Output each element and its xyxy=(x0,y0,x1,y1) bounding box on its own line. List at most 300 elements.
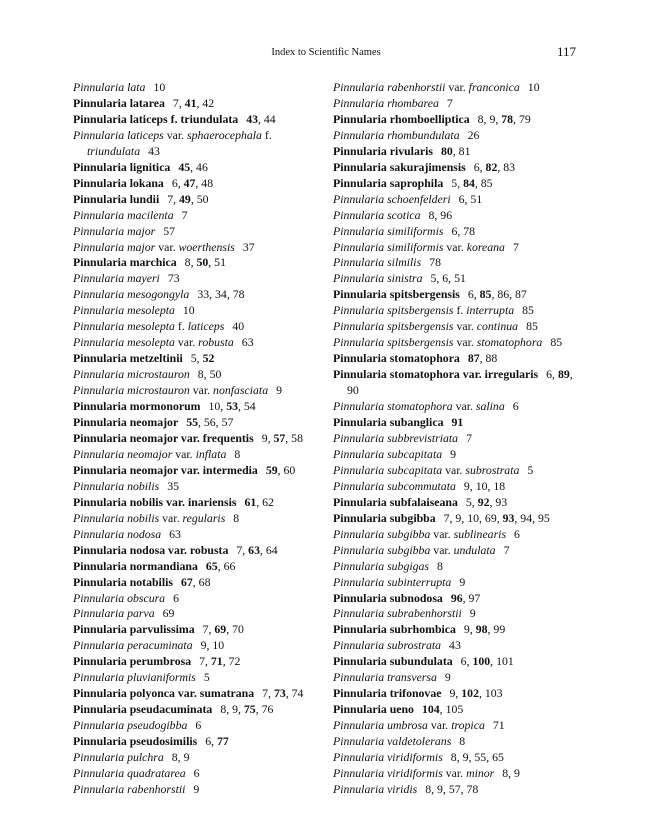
plate-reference: 91 xyxy=(451,415,464,430)
page-references xyxy=(148,144,160,158)
page-reference: 7, xyxy=(202,622,215,637)
page-references xyxy=(449,686,502,700)
page-references xyxy=(208,399,255,413)
page-references xyxy=(422,702,463,716)
page-reference: , 62 xyxy=(256,494,274,509)
page-reference: 7 xyxy=(503,542,510,557)
entry-name-part: continua xyxy=(476,319,519,334)
page-references xyxy=(451,591,481,605)
entry-name-part: Pinnularia subgibba xyxy=(333,526,431,541)
entry-name-part: Pinnularia ueno xyxy=(333,702,414,717)
page-reference: 7 xyxy=(466,430,472,445)
index-entry xyxy=(333,495,585,511)
index-entry xyxy=(73,208,328,224)
entry-name-part: Pinnularia parvulissima xyxy=(73,622,195,637)
page-references xyxy=(194,766,200,780)
page-reference: 78 xyxy=(429,255,441,270)
page-reference: , 76 xyxy=(255,702,274,717)
index-entry xyxy=(333,144,585,160)
page-reference: 8, 9, 57, 78 xyxy=(425,781,479,796)
entry-name-part: Pinnularia rabenhorstii xyxy=(333,80,446,94)
index-entry xyxy=(333,224,585,240)
page-reference: 7 xyxy=(512,239,519,254)
page-reference: , 99 xyxy=(487,622,506,637)
entry-name-part: inflata xyxy=(195,446,227,461)
page-reference: 8 xyxy=(233,510,240,525)
entry-name-part: Pinnularia notabilis xyxy=(73,574,173,589)
entry-name-part: Pinnularia lokana xyxy=(73,175,164,190)
index-entry xyxy=(73,654,328,670)
plate-reference: 82 xyxy=(485,159,498,174)
page-reference: 8 xyxy=(459,734,466,749)
page-reference: 7, 9, 10, 69, xyxy=(443,510,503,525)
index-entry xyxy=(333,527,585,543)
page-references xyxy=(493,718,505,732)
page-references xyxy=(464,479,505,493)
page-references xyxy=(262,431,303,445)
page-reference: 10 xyxy=(527,80,540,94)
entry-name-part: Pinnularia nodosa xyxy=(73,526,162,541)
page-reference: 6, xyxy=(171,175,184,190)
page-reference: , 54 xyxy=(237,399,256,414)
entry-name-part: Pinnularia subcapitata xyxy=(333,462,443,477)
plate-reference: 52 xyxy=(202,351,215,366)
entry-name-part: Pinnularia pseudogibba xyxy=(73,718,188,733)
entry-name-part: Pinnularia microstauron xyxy=(73,383,190,398)
index-entry xyxy=(73,192,328,208)
entry-name-part: var. xyxy=(442,462,466,477)
entry-name-part: regularis xyxy=(182,510,226,525)
plate-reference: 98 xyxy=(475,622,488,637)
page-reference: 6, 78 xyxy=(451,223,476,238)
page-reference: 8, 9, xyxy=(477,111,502,126)
entry-name-part: var. xyxy=(442,765,467,780)
entry-name-part: Pinnularia similiformis xyxy=(333,239,444,254)
plate-reference: 59 xyxy=(265,462,278,477)
entry-name-part: Pinnularia rhombarea xyxy=(333,95,439,110)
page-references xyxy=(173,96,214,110)
entry-name-part: var. xyxy=(452,399,476,414)
entry-name-part: Pinnularia major xyxy=(73,223,156,238)
plate-reference: 85 xyxy=(479,287,492,302)
page-reference: 63 xyxy=(241,335,254,350)
page-reference: 85 xyxy=(522,303,534,318)
index-entry xyxy=(73,479,328,495)
page-references xyxy=(242,335,254,349)
entry-name-part: Pinnularia laticeps f. triundulata xyxy=(73,111,239,126)
page-reference: , 64 xyxy=(259,542,278,557)
plate-reference: 67 xyxy=(180,574,193,589)
page-references xyxy=(233,511,239,525)
page-references xyxy=(181,575,211,589)
entry-name-part: Pinnularia rabenhorstii xyxy=(73,781,186,796)
entry-name-part: Pinnularia subgigas xyxy=(333,558,430,573)
entry-name-part: subrostrata xyxy=(465,462,520,477)
entry-name-part: Pinnularia stomatophora xyxy=(333,351,460,366)
page-reference: 6, xyxy=(467,287,480,302)
entry-name-part: Pinnularia silmilis xyxy=(333,255,422,270)
entry-name-part: Pinnularia neomajor var. frequentis xyxy=(73,430,254,445)
page-reference: , 44 xyxy=(257,111,276,126)
index-entry xyxy=(333,766,585,782)
page-reference: 8, 9 xyxy=(502,765,520,780)
index-entry xyxy=(333,208,585,224)
entry-name-part: Pinnularia parva xyxy=(73,606,155,621)
entry-name-part: Pinnularia viridiformis xyxy=(333,750,443,765)
index-entry xyxy=(333,782,585,798)
index-entry xyxy=(333,734,585,750)
page-references xyxy=(470,606,476,620)
index-entry xyxy=(333,160,585,176)
page-reference: , 103 xyxy=(478,686,503,701)
entry-name-part: Pinnularia rhombundulata xyxy=(333,127,460,142)
index-entry xyxy=(73,351,328,367)
page-reference: 73 xyxy=(167,271,180,286)
entry-name-part: var. xyxy=(427,718,452,733)
page-reference: 6, xyxy=(473,159,486,174)
page-references xyxy=(504,543,510,557)
index-entry xyxy=(73,240,328,256)
plate-reference: 87 xyxy=(467,351,480,366)
index-entry xyxy=(73,303,328,319)
index-entry xyxy=(333,319,585,335)
entry-name-part: var. xyxy=(430,526,454,541)
index-entry xyxy=(73,431,328,447)
index-entry xyxy=(73,319,328,335)
index-entry xyxy=(333,415,585,431)
index-entry xyxy=(333,606,585,622)
index-entry xyxy=(333,543,585,559)
page-reference: 5, xyxy=(190,351,203,366)
page-reference: 37 xyxy=(242,239,255,254)
page-reference: , 105 xyxy=(439,702,464,717)
page-references xyxy=(522,303,534,317)
page-references xyxy=(199,654,240,668)
page-references xyxy=(234,447,240,461)
plate-reference: 96 xyxy=(450,590,463,605)
entry-name-part: Pinnularia subrostrata xyxy=(333,638,442,653)
page-references xyxy=(502,766,520,780)
page-reference: 9 xyxy=(444,670,451,685)
entry-name-part: Pinnularia lignitica xyxy=(73,159,171,174)
index-entry xyxy=(333,670,585,686)
page-references xyxy=(266,463,296,477)
entry-name-part: tropica xyxy=(451,718,485,733)
index-entry xyxy=(73,766,328,782)
entry-name-part: Pinnularia pseudacuminata xyxy=(73,702,213,717)
page-references xyxy=(429,255,441,269)
page-reference: 7, xyxy=(167,191,180,206)
page-reference: 6, xyxy=(205,734,218,749)
page-references xyxy=(474,160,515,174)
index-entry xyxy=(73,750,328,766)
index-entry xyxy=(73,287,328,303)
page-reference: 6 xyxy=(512,399,519,414)
page-reference: 9 xyxy=(193,781,200,796)
index-entry xyxy=(333,112,585,128)
index-entry xyxy=(333,351,585,367)
entry-name-part: Pinnularia stomatophora xyxy=(333,399,453,414)
entry-name-part: Pinnularia subnodosa xyxy=(333,590,443,605)
page-references xyxy=(425,782,478,796)
plate-reference: 61 xyxy=(244,494,257,509)
index-entry xyxy=(73,176,328,192)
index-entry xyxy=(333,591,585,607)
entry-name-part: Pinnularia rivularis xyxy=(333,143,433,158)
page-references xyxy=(203,622,244,636)
index-entry xyxy=(333,255,585,271)
page-reference: 9 xyxy=(459,574,466,589)
page-references xyxy=(205,734,229,748)
entry-name-part: triundulata xyxy=(87,143,141,158)
index-entry xyxy=(73,96,328,112)
page-references xyxy=(527,463,533,477)
entry-name-part: Pinnularia neomajor xyxy=(73,446,173,461)
entry-name-part: var. xyxy=(159,510,183,525)
page-references xyxy=(451,750,504,764)
page-references xyxy=(244,495,274,509)
page-reference: 8, 9, 55, 65 xyxy=(450,750,504,765)
entry-name-part: franconica xyxy=(468,80,520,94)
page-references xyxy=(430,271,465,285)
page-reference: 85 xyxy=(550,335,563,350)
page-references xyxy=(182,208,188,222)
page-references xyxy=(459,734,465,748)
page-reference: , 58 xyxy=(285,430,303,445)
page-reference: 6, 51 xyxy=(458,191,483,206)
index-entry xyxy=(333,192,585,208)
entry-name-part: Pinnularia saprophila xyxy=(333,175,444,190)
page-reference: , 79 xyxy=(513,111,531,126)
page-references xyxy=(206,559,236,573)
entry-name-part: Pinnularia obscura xyxy=(73,590,166,605)
entry-name-part: Pinnularia major xyxy=(73,239,156,254)
page-reference: 8, 50 xyxy=(197,367,222,382)
page-reference: 6 xyxy=(514,526,520,541)
entry-name-part: Pinnularia mayeri xyxy=(73,271,160,286)
entry-name-part: Pinnularia microstauron xyxy=(73,367,190,382)
page-reference: , 51 xyxy=(208,255,226,270)
page-reference: , 70 xyxy=(226,622,244,637)
page-references xyxy=(276,383,282,397)
page-references xyxy=(204,670,210,684)
page-references xyxy=(193,782,199,796)
index-entry xyxy=(73,160,328,176)
page-references xyxy=(185,255,226,269)
index-entry xyxy=(333,654,585,670)
page-reference: 69 xyxy=(162,606,175,621)
plate-reference: 47 xyxy=(183,175,196,190)
entry-name-part: f. xyxy=(453,303,467,318)
index-entry xyxy=(73,463,328,479)
page-references xyxy=(526,319,538,333)
entry-name-part: Pinnularia umbrosa xyxy=(333,718,428,733)
index-entry xyxy=(333,463,585,479)
page-references xyxy=(468,128,480,142)
entry-name-part: Pinnularia normandiana xyxy=(73,558,198,573)
page-reference: 10 xyxy=(153,80,166,94)
page-reference: 6 xyxy=(193,765,200,780)
page-references xyxy=(236,543,277,557)
index-entry xyxy=(73,511,328,527)
index-entry xyxy=(73,399,328,415)
entry-name-part: Pinnularia marchica xyxy=(73,255,177,270)
page-references xyxy=(447,96,453,110)
entry-name-part: Pinnularia valdetolerans xyxy=(333,734,452,749)
page-references xyxy=(459,192,483,206)
entry-name-part: Pinnularia nobilis xyxy=(73,510,160,525)
plate-reference: 65 xyxy=(205,558,218,573)
page-reference: 5, xyxy=(465,494,478,509)
page-references xyxy=(167,479,179,493)
entry-name-part: Pinnularia pluvianiformis xyxy=(73,670,196,685)
page-reference: 9, xyxy=(463,622,476,637)
page-reference: 35 xyxy=(167,478,179,493)
page-header xyxy=(0,42,652,62)
entry-name-part: koreana xyxy=(466,239,505,254)
plate-reference: 55 xyxy=(186,415,198,430)
index-entry xyxy=(333,718,585,734)
entry-name-part: var. xyxy=(163,127,188,142)
index-entry xyxy=(73,606,328,622)
page-reference: 43 xyxy=(148,143,160,158)
page-references xyxy=(550,335,562,349)
page-reference: , 83 xyxy=(497,159,516,174)
entry-name-part: Pinnularia subrhombica xyxy=(333,622,456,637)
page-references xyxy=(445,670,451,684)
entry-name-part: Pinnularia subcommutata xyxy=(333,478,456,493)
page-reference: , 46 xyxy=(190,159,208,174)
entry-name-part: interrupta xyxy=(466,303,515,318)
entry-name-part: var. xyxy=(443,239,467,254)
plate-reference: 100 xyxy=(472,654,491,669)
plate-reference: 102 xyxy=(461,686,479,701)
entry-name-part: nonfasciata xyxy=(213,383,269,398)
page-references xyxy=(246,112,276,126)
entry-name-part: Pinnularia perumbrosa xyxy=(73,654,192,669)
page-reference: 5, 6, 51 xyxy=(430,271,466,286)
entry-name-part: sublinearis xyxy=(453,526,507,541)
page-references xyxy=(437,559,443,573)
page-reference: 7, xyxy=(236,542,249,557)
entry-name-part: Pinnularia stomatophora var. irregularis xyxy=(333,367,539,382)
plate-reference: 50 xyxy=(196,255,209,270)
index-entry xyxy=(73,702,328,718)
page-reference: 63 xyxy=(169,526,181,541)
entry-name-part: Pinnularia scotica xyxy=(333,207,421,222)
entry-name-part: Pinnularia viridis xyxy=(333,781,418,796)
entry-name-part: var. xyxy=(174,335,199,350)
entry-name-part: Pinnularia laticeps xyxy=(73,127,164,142)
entry-name-part: Pinnularia metzeltinii xyxy=(73,351,183,366)
index-entry xyxy=(333,80,585,96)
page-reference: 9 xyxy=(276,383,283,398)
page-reference: 7, xyxy=(262,686,274,701)
page-reference: 26 xyxy=(467,127,480,142)
entry-name-part: salina xyxy=(475,399,505,414)
index-entry xyxy=(333,511,585,527)
page-reference: 9, 10 xyxy=(200,638,225,653)
entry-name-part: Pinnularia subanglica xyxy=(333,415,444,430)
page-reference: 10, xyxy=(208,399,227,414)
page-references xyxy=(163,606,175,620)
plate-reference: 78 xyxy=(501,111,514,126)
page-reference: , 85 xyxy=(474,175,493,190)
index-entry xyxy=(333,686,585,702)
page-reference: 7, xyxy=(172,95,185,110)
page-reference: 9, 10, 18 xyxy=(463,478,506,493)
entry-name-part: Pinnularia lundii xyxy=(73,191,160,206)
index-entry xyxy=(73,495,328,511)
entry-name-part: f. xyxy=(174,319,188,334)
page-reference: , 50 xyxy=(190,191,209,206)
entry-name-part: Pinnularia nodosa var. robusta xyxy=(73,542,229,557)
index-entry xyxy=(73,112,328,128)
page-reference: 43 xyxy=(449,638,461,653)
index-entry xyxy=(73,224,328,240)
index-entry xyxy=(333,287,585,303)
page-references xyxy=(167,192,208,206)
entry-name-part: Pinnularia peracuminata xyxy=(73,638,193,653)
index-entry xyxy=(73,591,328,607)
entry-name-part: Pinnularia subundulata xyxy=(333,654,453,669)
page-reference: 7 xyxy=(181,207,188,222)
entry-name-part: Pinnularia quadratarea xyxy=(73,765,186,780)
entry-name-part: Pinnularia sakurajimensis xyxy=(333,159,466,174)
page-reference: , 88 xyxy=(479,351,498,366)
entry-name-part: var. xyxy=(189,383,214,398)
page-reference: 6 xyxy=(173,590,179,605)
entry-name-part: Pinnularia mesolepta xyxy=(73,303,175,318)
page-reference: , 101 xyxy=(490,654,514,669)
index-entry xyxy=(333,96,585,112)
index-entry xyxy=(73,447,328,463)
page-reference: 6 xyxy=(195,718,202,733)
running-title: Index to Scientific Names xyxy=(271,47,381,58)
page-references xyxy=(195,718,201,732)
plate-reference: 80 xyxy=(440,143,453,158)
page-reference: , 97 xyxy=(462,590,481,605)
page-reference: 8, xyxy=(184,255,197,270)
page-reference: 5 xyxy=(203,670,210,685)
page-reference: 8, 9, xyxy=(220,702,244,717)
plate-reference: 89 xyxy=(557,367,570,382)
entry-name-part: var. xyxy=(453,319,477,334)
entry-name-part: Pinnularia subgibba xyxy=(333,542,431,557)
entry-name-part: Pinnularia similiformis xyxy=(333,223,444,238)
plate-reference: 93 xyxy=(502,510,515,525)
entry-name-part: Pinnularia latarea xyxy=(73,95,165,110)
entry-name-part: stomatophora xyxy=(476,335,543,350)
page-reference: 9 xyxy=(450,446,457,461)
page-reference: 9, xyxy=(261,430,274,445)
index-entry xyxy=(333,431,585,447)
entry-name-part: Pinnularia spitsbergensis xyxy=(333,319,454,334)
page-reference: 71 xyxy=(492,718,505,733)
index-entry xyxy=(73,686,328,702)
entry-name-part: Pinnularia spitsbergensis xyxy=(333,335,454,350)
page-references xyxy=(172,176,213,190)
page-reference: 33, 34, 78 xyxy=(197,287,245,302)
plate-reference: 71 xyxy=(210,654,223,669)
page-references xyxy=(163,224,175,238)
page-references xyxy=(429,208,453,222)
index-entry xyxy=(333,399,585,415)
entry-name-part: robusta xyxy=(198,335,234,350)
entry-name-part: laticeps xyxy=(187,319,225,334)
entry-name-part: Pinnularia polyonca var. sumatrana xyxy=(73,686,255,701)
index-column-left xyxy=(73,80,328,798)
